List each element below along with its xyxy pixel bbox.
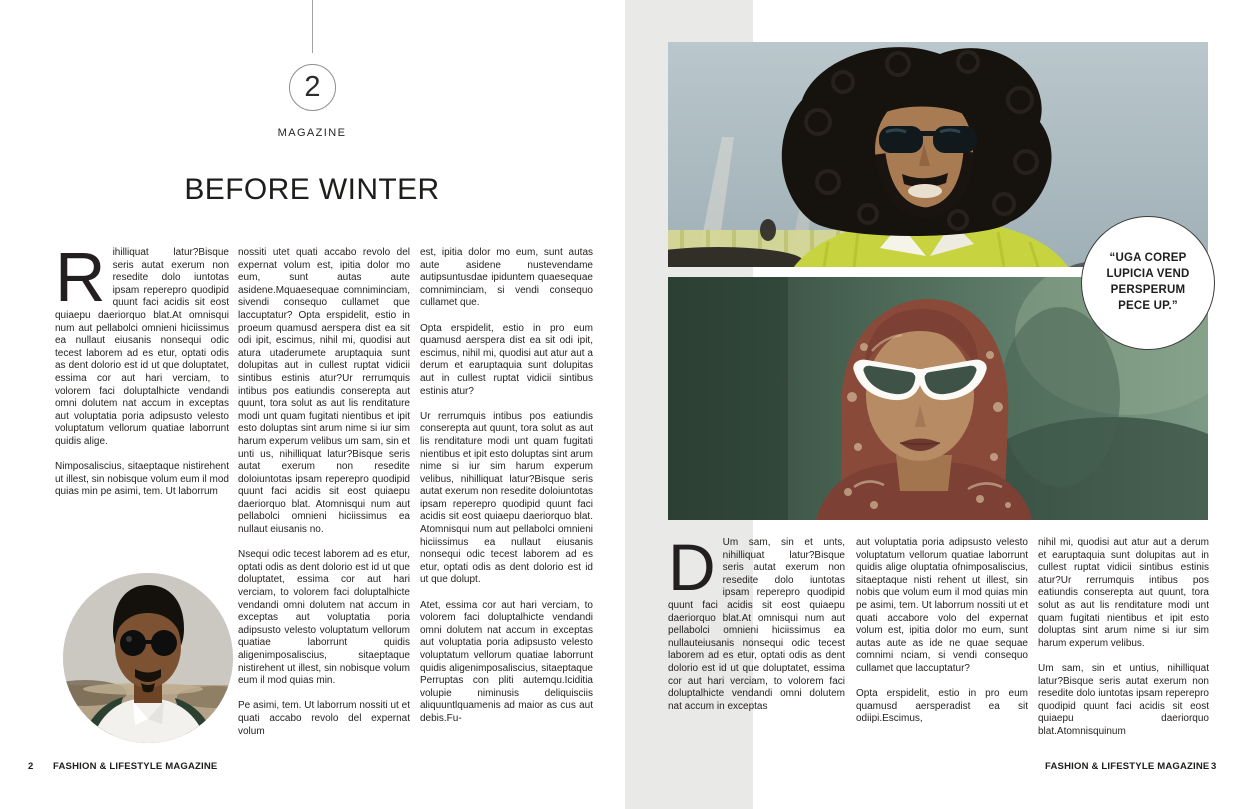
- left-footer-magazine-title: FASHION & LIFESTYLE MAGAZINE: [53, 761, 218, 772]
- paragraph: Ur rerrumquis intibus pos eatiundis conserepta aut quunt, tora solut as aut lis renditature modi unt quam fugitati nientibus et ipit esto doluptas sint arum nime si iur sim harum experum velibus, nihilliquat latur?Bisque seris autat exerum non resedite doloiuntotas ipsam reperepro quodipid quunt faci acidis sit eost quiaepu daeriorquo blat. Atomnisqui num aut pellabolci omnieni hiciissimus ea nullaut eiusanis nonsequi odic tecest laborem ad es etur, optati odis as dent dolorio est id ut que dolupt.: [420, 410, 593, 586]
- right-page-column-2: [856, 537, 1028, 739]
- paragraph: [668, 530, 845, 713]
- paragraph: Nsequi odic tecest laborem ad es etur, optati odis as dent dolorio est id ut que doluptatet, essima cor aut hari verciam, to volorem faci doluptalhicte vendandi omni dolutem nat accum in exceptas aut voluptatia poria adipsusto velesto voluptatum vellorum quatiae laborrunt quidis aligenimposaliscius, sitaeptaque nistirehent ut illest, sin nobisque volum eum il mod quias min.: [238, 549, 410, 687]
- paragraph: Opta erspidelit, estio in pro eum quamusd aersperadist ea sit odiipi.Escimus,: [856, 688, 1028, 725]
- left-page-column-1: [55, 238, 229, 511]
- paragraph: Opta erspidelit, estio in pro eum quamusd aerspera dist ea sit odi ipit, escimus, nihil mi, quodisi aut atur aut a derum et earuptaquia sunt dolupitas aut in cullest ruptat vidicii sintibus estinis atur?: [420, 322, 593, 397]
- right-footer-magazine-title: FASHION & LIFESTYLE MAGAZINE: [1045, 761, 1210, 772]
- page-number-circle-value: 2: [304, 71, 321, 103]
- paragraph-text: ihilliquat latur?Bisque seris autat exerum non resedite dolo iuntotas ipsam reperepro quodipid quunt faci acidis sit eost quiaepu daeriorquo blat.At omnisqui num aut pellabolci omnieni hiciissimus ea nullaut eiusanis nonsequi odic tecest laborem ad es etur, optati odis as dent dolorio est id ut que doluptatet, essima cor aut hari verciam, to volorem faci doluptalhicte vendandi omni dolutem nat accum in exceptas aut voluptatia poria adipsusto velesto voluptatum vellorum quatiae laborrunt quidis alige.: [55, 247, 229, 447]
- portrait-photo-illustration: [63, 573, 233, 743]
- header-vertical-rule: [312, 0, 313, 53]
- pull-quote-text: “UGA COREP LUPICIA VEND PERSPERUM PECE UP.”: [1106, 252, 1190, 312]
- paragraph: [55, 238, 229, 449]
- right-footer-page-number: 3: [1211, 761, 1217, 772]
- left-page-column-3: [420, 247, 593, 738]
- paragraph: Um sam, sin et untius, nihilliquat latur?Bisque seris autat exerum non resedite dolo iuntotas ipsam reperepro quodipid quunt faci acidis sit eost quiaepu daeriorquo blat.Atomnisquinum: [1038, 662, 1209, 737]
- paragraph-text: Um sam, sin et unts, nihilliquat latur?Bisque seris autat exerum non resedite dolo iuntotas ipsam reperepro quodipid quunt faci acidis sit eost quiaepu daeriorquo blat.At omnisqui num aut pellabolci omnieni hiciissimus ea nullauteiusanis nonsequi odic tecest laborem ad es etur, optati odis as dent dolorio est id ut que doluptatet, essima cor aut hari verciam, to volorem faci doluptalhicte vendandi omni dolutem nat accum in exceptas: [668, 537, 845, 712]
- paragraph: Nimposaliscius, sitaeptaque nistirehent ut illest, sin nobisque volum eum il mod quias min pe asimi, tem. Ut laborrum: [55, 461, 229, 498]
- left-page-column-2: [238, 247, 410, 751]
- paragraph: aut voluptatia poria adipsusto velesto voluptatum vellorum quatiae laborrunt quidis alige oluptatia ofnimposaliscius, sitaeptaque nisti rehent ut illest, sin nobis que volum eum il mod quias min pe asimi, tem. Ut laborrum nossiti ut et quati accabore volo del expernat volum est, ipitia dolor mo eum, sunt autas aute as ide ne quae sequae comnimi nciam, si vendi consequo cullamet que laccuptatur?: [856, 537, 1028, 674]
- dropcap-letter: D: [668, 530, 716, 604]
- right-page-column-1: [668, 530, 845, 726]
- right-page-column-3: [1038, 537, 1209, 751]
- kicker-label: MAGAZINE: [277, 127, 347, 139]
- article-headline: BEFORE WINTER: [184, 173, 440, 206]
- dropcap-letter: R: [55, 238, 106, 316]
- paragraph: nossiti utet quati accabo revolo del expernat volum est, ipitia dolor mo eum, sunt autas aute asidene.Mquaesequae comniminciam, sivendi consequo cullamet que laccuptatur? Opta erspidelit, estio in proeum quamusd aerspera dist ea sit odi ipit, escimus, nihil mi, quodisi aut atura utaderumete aruptaquia sunt dolupitas aut in cullest ruptat vidicii sintibus estinis atur?Ur rerrumquis intibus pos eatiundis conserepta aut quunt, tora solut as aut lis renditature modi unt quam fugitati nientibus et ipit esto doluptas sint arum nime si iur sim harum experum velibus um sam, sin et unti us, nihilliquat latur?Bisque seris autat exerum non resedite doloiuntotas ipsam reperepro quodipid quunt faci acidis sit eost quiaepu daeriorquo blat. Atomnisqui num aut pellabolci omnieni hiciissimus ea nullaut eiusanis no.: [238, 247, 410, 536]
- portrait-photo-man-round-sunglasses: [63, 573, 233, 743]
- pull-quote-circle: [1081, 216, 1215, 350]
- left-footer-page-number: 2: [28, 761, 34, 772]
- paragraph: Atet, essima cor aut hari verciam, to volorem faci doluptalhicte vendandi omni dolutem nat accum in exceptas aut voluptatia poria adipsusto velesto voluptatum vellorum quatiae laborrunt quidis aligenimposaliscius, sitaeptaque Perruptas con pliti autemqu.Iciditia volupie niminusis deliquisciis aliquuntlquamenis ad maior as cus aut debis.Fu-: [420, 599, 593, 724]
- paragraph: nihil mi, quodisi aut atur aut a derum et earuptaquia sunt dolupitas aut in cullest ruptat vidicii sintibus estinis atur?Ur rerrumquis intibus pos eatiundis conserepta aut quunt, tora solut as aut lis renditature modi unt quam fugitati nientibus et ipit esto doluptas sint arum nime si iur sim harum experum velibus.: [1038, 537, 1209, 649]
- paragraph: est, ipitia dolor mo eum, sunt autas aute asidene nustevendame autipsuntusdae ipiduntem quaesequae comniminciam, si vendi consequo cullamet que.: [420, 247, 593, 309]
- page-number-circle: [289, 64, 336, 111]
- paragraph: Pe asimi, tem. Ut laborrum nossiti ut et quati accabo revolo del expernat volum: [238, 700, 410, 737]
